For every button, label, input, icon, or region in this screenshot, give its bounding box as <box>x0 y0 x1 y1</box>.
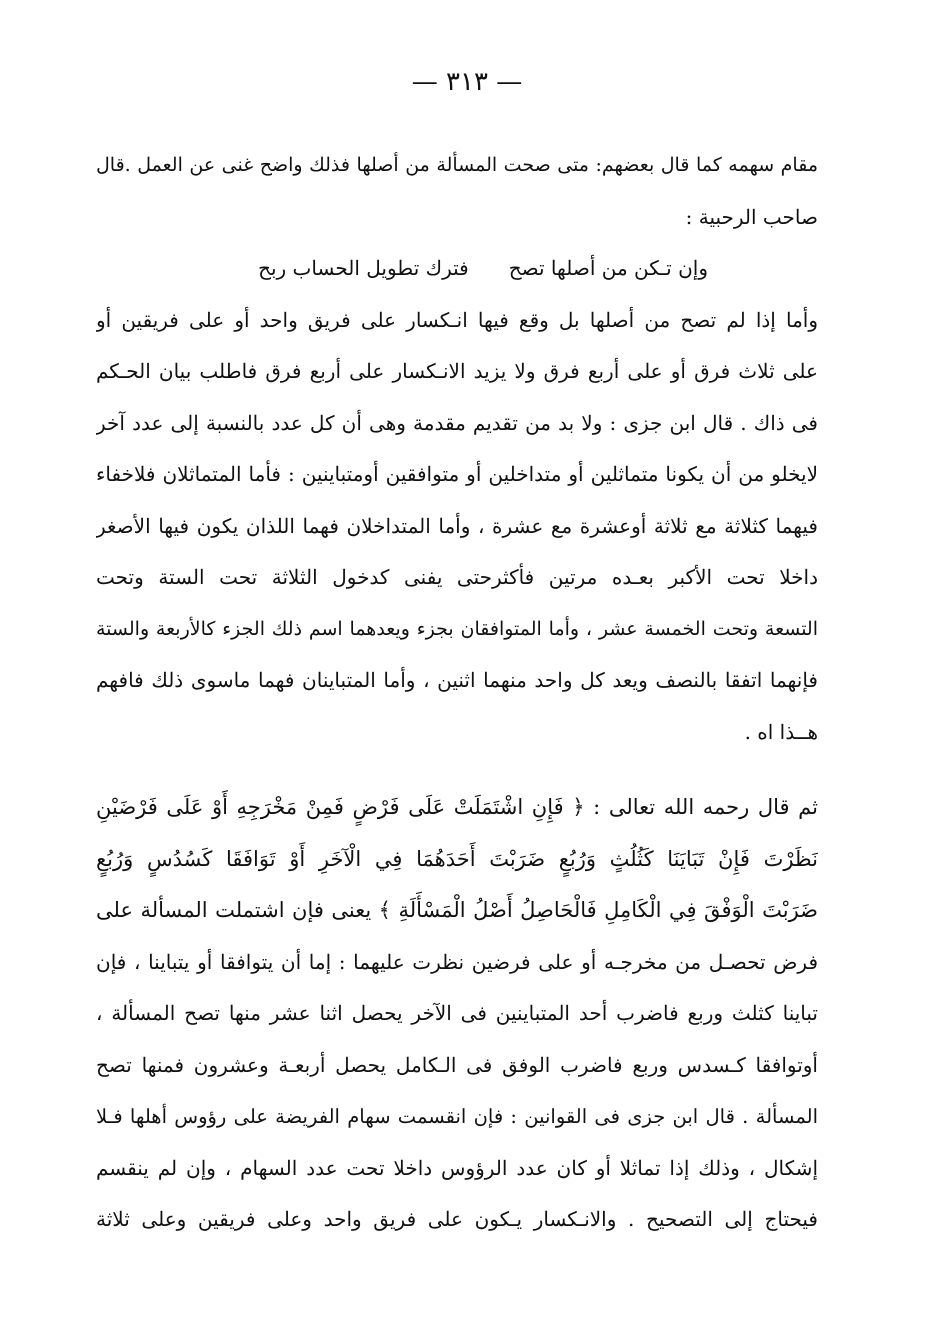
text-block-commentary <box>96 782 818 1246</box>
text-line: فيهما كثلاثة مع ثلاثة أوعشرة مع عشرة ، وأما المتداخلان فهما اللذان يكون فيها الأصغر <box>96 513 818 538</box>
text-block-rahbiyya <box>96 140 818 758</box>
text-line: هــذا اه . <box>744 719 818 744</box>
quote-line: ضَرَبْتَ الْوَفْقَ فِي الْكَامِلِ فَالْحَاصِلُ أَصْلُ الْمَسْأَلَةِ ﴾ يعنى فإن اشتملت المسألة على <box>96 898 818 922</box>
quote-line: ثم قال رحمه الله تعالى : ﴿ فَإِنِ اشْتَمَلَتْ عَلَى فَرْضٍ فَمِنْ مَخْرَجِهِ أَوْ عَلَى فَرْضَيْنِ <box>96 795 818 819</box>
text-line: على ثلاث فرق أو على أربع فرق ولا يزيد الانـكسار على أربع فرق فاطلب بيان الحـكم <box>96 359 818 383</box>
poem-verse <box>96 243 818 295</box>
verse-gap <box>469 243 509 295</box>
text-line: فى ذاك . قال ابن جزى : ولا بد من تقديم مقدمة وهى أن كل عدد بالنسبة إلى عدد آخر <box>96 410 818 435</box>
text-line: فإنهما اتفقا بالنصف ويعد كل واحد منهما اثنين ، وأما المتباينان فهما ماسوى ذلك فافهم <box>96 668 818 692</box>
text-line: المسألة . قال ابن جزى فى القوانين : فإن انقسمت سهام الفريضة على رؤوس أهلها فـلا <box>96 1105 818 1128</box>
text-line: لايخلو من أن يكونا متماثلين أو متداخلين أو متوافقين أومتباينين : فأما المتماثلان فلاخفاء <box>96 462 818 486</box>
page-number: — ٣١٣ — <box>411 67 523 97</box>
verse-second-hemistich: فترك تطويل الحساب ربح <box>258 256 469 280</box>
text-line: إشكال ، وذلك إذا تماثلا أو كان عدد الرؤوس داخلا تحت عدد السهام ، وإن لم ينقسم <box>96 1155 818 1180</box>
text-line: داخلا تحت الأكبر بعـده مرتين فأكثرحتى يفنى كدخول الثلاثة تحت الستة وتحت <box>96 565 818 589</box>
quote-line: نَظَرْتَ فَإِنْ تَبَايَنَا كَثُلُثٍ وَرُبُعٍ ضَرَبْتَ أَحَدَهُمَا فِي الْآخَرِ أَوْ تَوَافَقَا كَسُدُسٍ وَرُبُعٍ <box>96 846 818 871</box>
text-line: وأما إذا لم تصح من أصلها بل وقع فيها انـكسار على فريق واحد أو على فريقين أو <box>96 307 818 332</box>
text-line: مقام سهمه كما قال بعضهم: متى صحت المسألة من أصلها فذلك واضح غنى عن العمل .قال <box>96 154 818 176</box>
text-line: فيحتاج إلى التصحيح . والانـكسار يـكون على فريق واحد وعلى فريقين وعلى ثلاثة <box>96 1207 818 1231</box>
text-line: صاحب الرحبية : <box>685 204 818 229</box>
text-line: تباينا كثلث وربع فاضرب أحد المتباينين فى الآخر يحصل اثنا عشر منها تصح المسألة ، <box>96 1001 818 1025</box>
text-line: فرض تحصـل من مخرجـه أو على فرضين نظرت عليهما : إما أن يتوافقا أو يتباينا ، فإن <box>96 949 818 974</box>
verse-first-hemistich: وإن تـكن من أصلها تصح <box>508 256 708 280</box>
text-line: التسعة وتحت الخمسة عشر ، وأما المتوافقان بجزء ويعدهما اسم ذلك الجزء كالأربعة والستة <box>96 617 818 640</box>
text-line: أوتوافقا كـسدس وربع فاضرب الوفق فى الـكامل يحصل أربعـة وعشرون فمنها تصح <box>96 1052 818 1077</box>
